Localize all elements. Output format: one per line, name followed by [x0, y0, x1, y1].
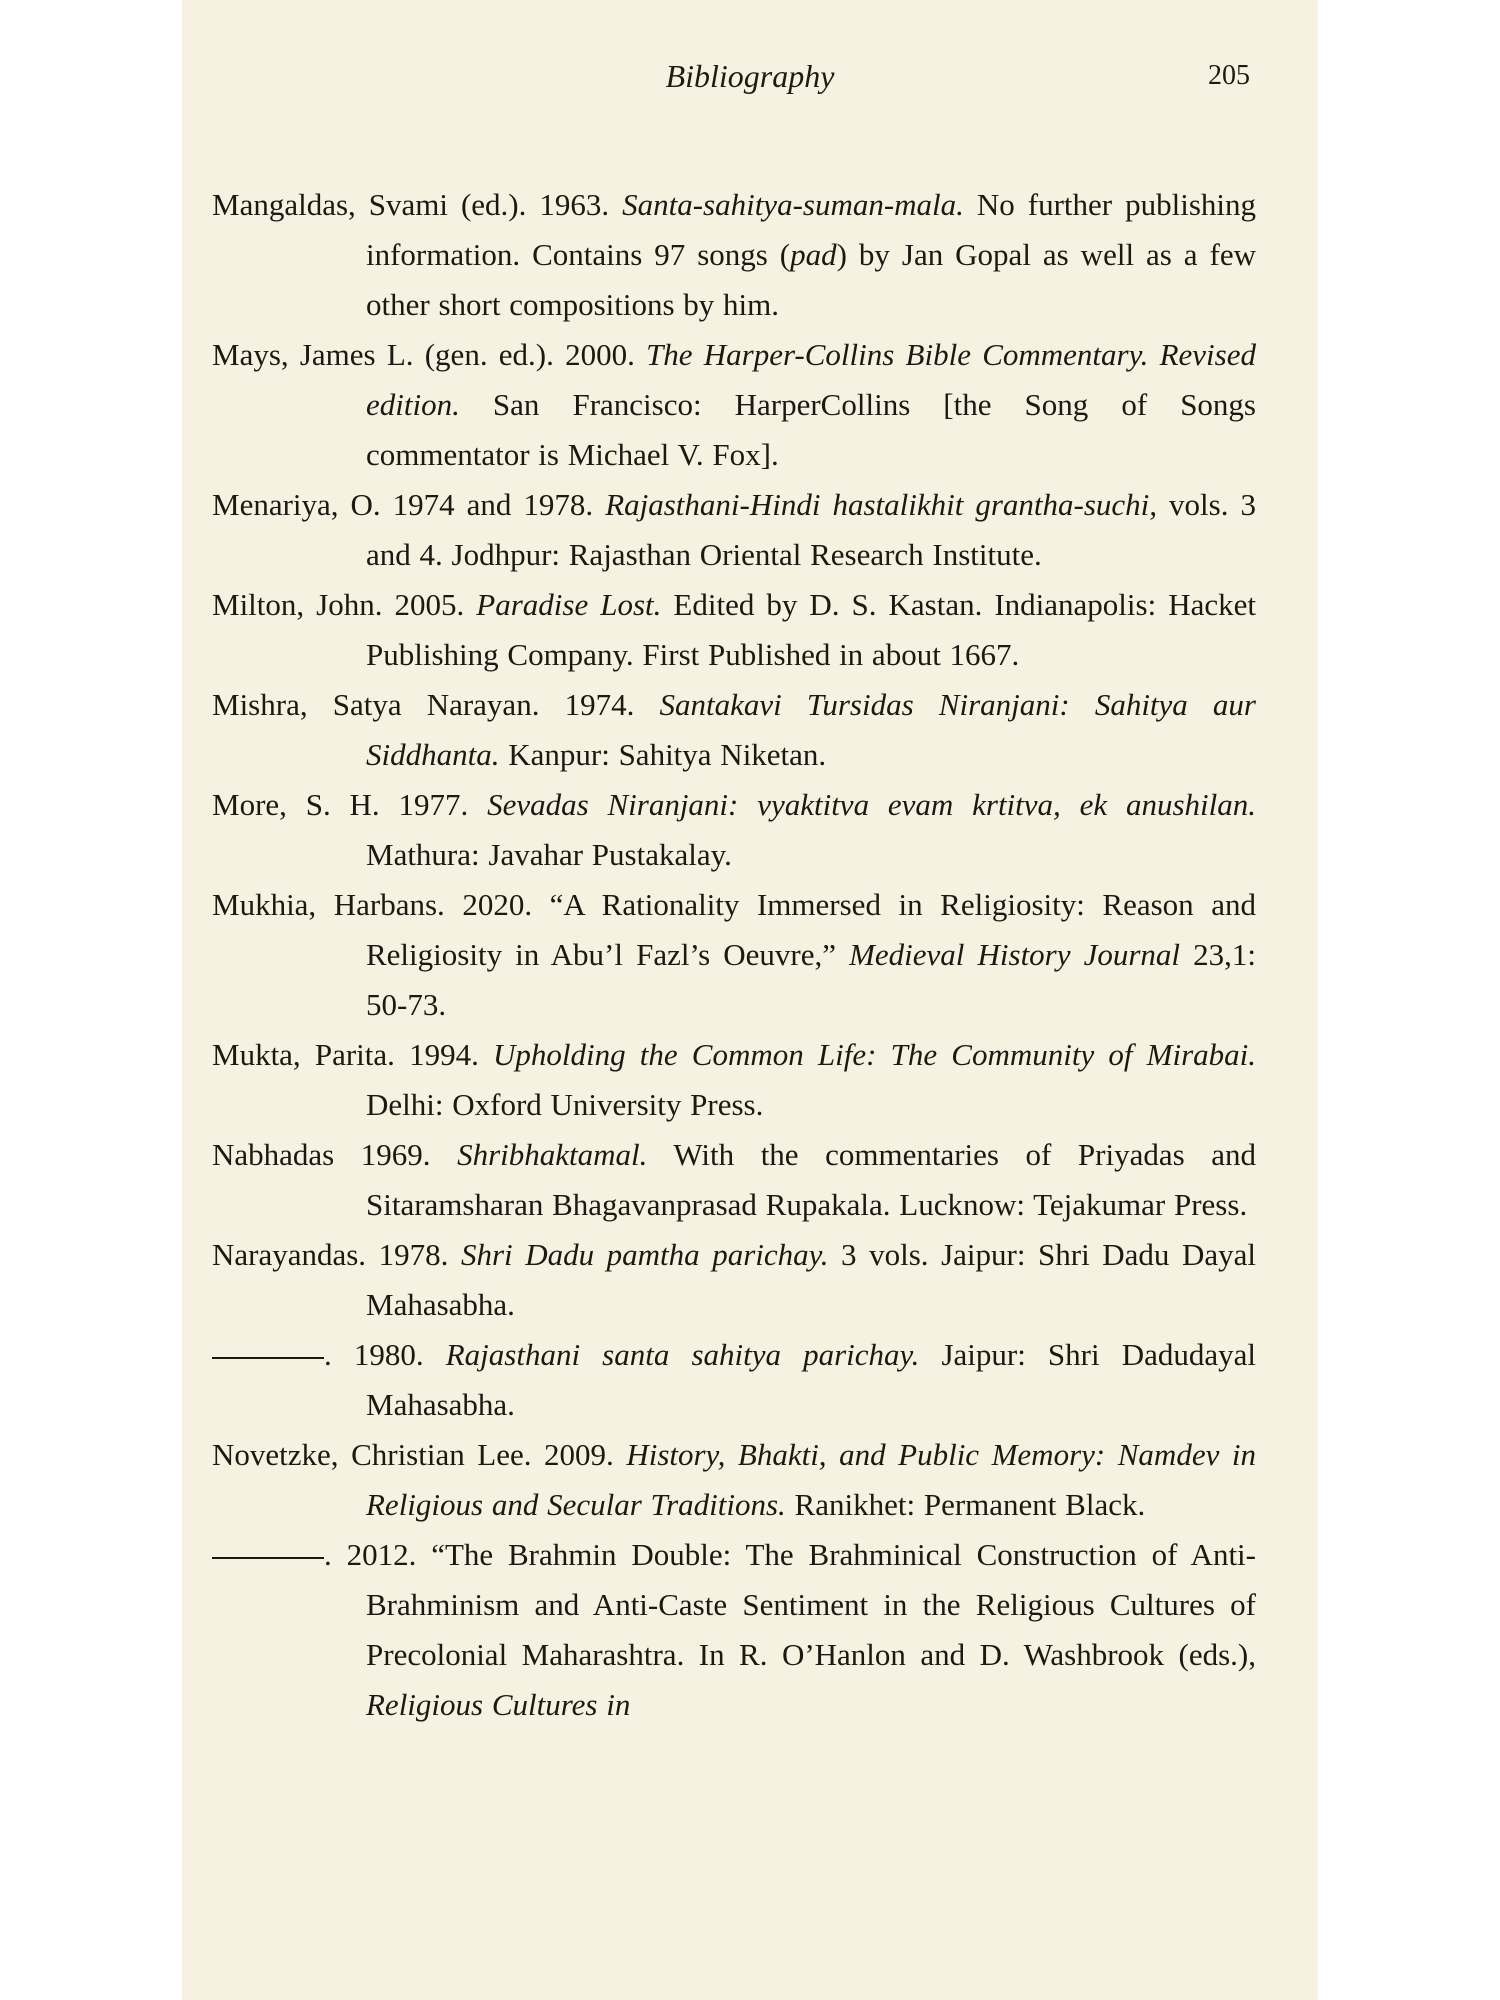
repeat-author-rule — [212, 1557, 324, 1559]
bibliography-entry: Menariya, O. 1974 and 1978. Rajasthani-Hindi hastalikhit grantha-suchi, vols. 3 and 4. Jodhpur: Rajasthan Oriental Research Institute. — [212, 487, 1256, 572]
bibliography-entry: . 1980. Rajasthani santa sahitya parichay. Jaipur: Shri Dadudayal Mahasabha. — [212, 1330, 1256, 1430]
book-page — [182, 0, 1318, 2000]
bibliography-entry: Mangaldas, Svami (ed.). 1963. Santa-sahitya-suman-mala. No further publishing information. Contains 97 songs (pad) by Jan Gopal as well as a few other short compositions by him. — [212, 187, 1256, 322]
bibliography-entry: Mishra, Satya Narayan. 1974. Santakavi Tursidas Niranjani: Sahitya aur Siddhanta. Kanpur: Sahitya Niketan. — [212, 687, 1256, 772]
bibliography-entry: More, S. H. 1977. Sevadas Niranjani: vyaktitva evam krtitva, ek anushilan. Mathura: Javahar Pustakalay. — [212, 787, 1256, 872]
running-title: Bibliography — [665, 58, 835, 94]
bibliography-entry: Mukhia, Harbans. 2020. “A Rationality Immersed in Religiosity: Reason and Religiosity in Abu’l Fazl’s Oeuvre,” Medieval History Journal 23,1: 50-73. — [212, 887, 1257, 1022]
bibliography-entry: Nabhadas 1969. Shribhaktamal. With the commentaries of Priyadas and Sitaramsharan Bhagavanprasad Rupakala. Lucknow: Tejakumar Press. — [212, 1137, 1256, 1222]
page-number: 205 — [1208, 60, 1250, 91]
bibliography-entry: Mays, James L. (gen. ed.). 2000. The Harper-Collins Bible Commentary. Revised edition. San Francisco: HarperCollins [the Song of Songs commentator is Michael V. Fox]. — [212, 337, 1256, 472]
bibliography-entry: Mukta, Parita. 1994. Upholding the Common Life: The Community of Mirabai. Delhi: Oxford University Press. — [212, 1037, 1256, 1122]
bibliography-entry: Milton, John. 2005. Paradise Lost. Edited by D. S. Kastan. Indianapolis: Hacket Publishing Company. First Published in about 1667. — [212, 587, 1256, 672]
bibliography-entry: . 2012. “The Brahmin Double: The Brahminical Construction of Anti-Brahminism and Anti-Caste Sentiment in the Religious Cultures of Precolonial Maharashtra. In R. O’Hanlon and D. Washbrook (eds.), Religious Cultures in — [212, 1530, 1256, 1730]
bibliography-list — [212, 180, 1256, 1730]
bibliography-entry: Narayandas. 1978. Shri Dadu pamtha parichay. 3 vols. Jaipur: Shri Dadu Dayal Mahasabha. — [212, 1237, 1256, 1322]
page-header — [182, 58, 1318, 106]
bibliography-entry: Novetzke, Christian Lee. 2009. History, Bhakti, and Public Memory: Namdev in Religious and Secular Traditions. Ranikhet: Permanent Black. — [212, 1437, 1256, 1522]
repeat-author-rule — [212, 1357, 324, 1359]
